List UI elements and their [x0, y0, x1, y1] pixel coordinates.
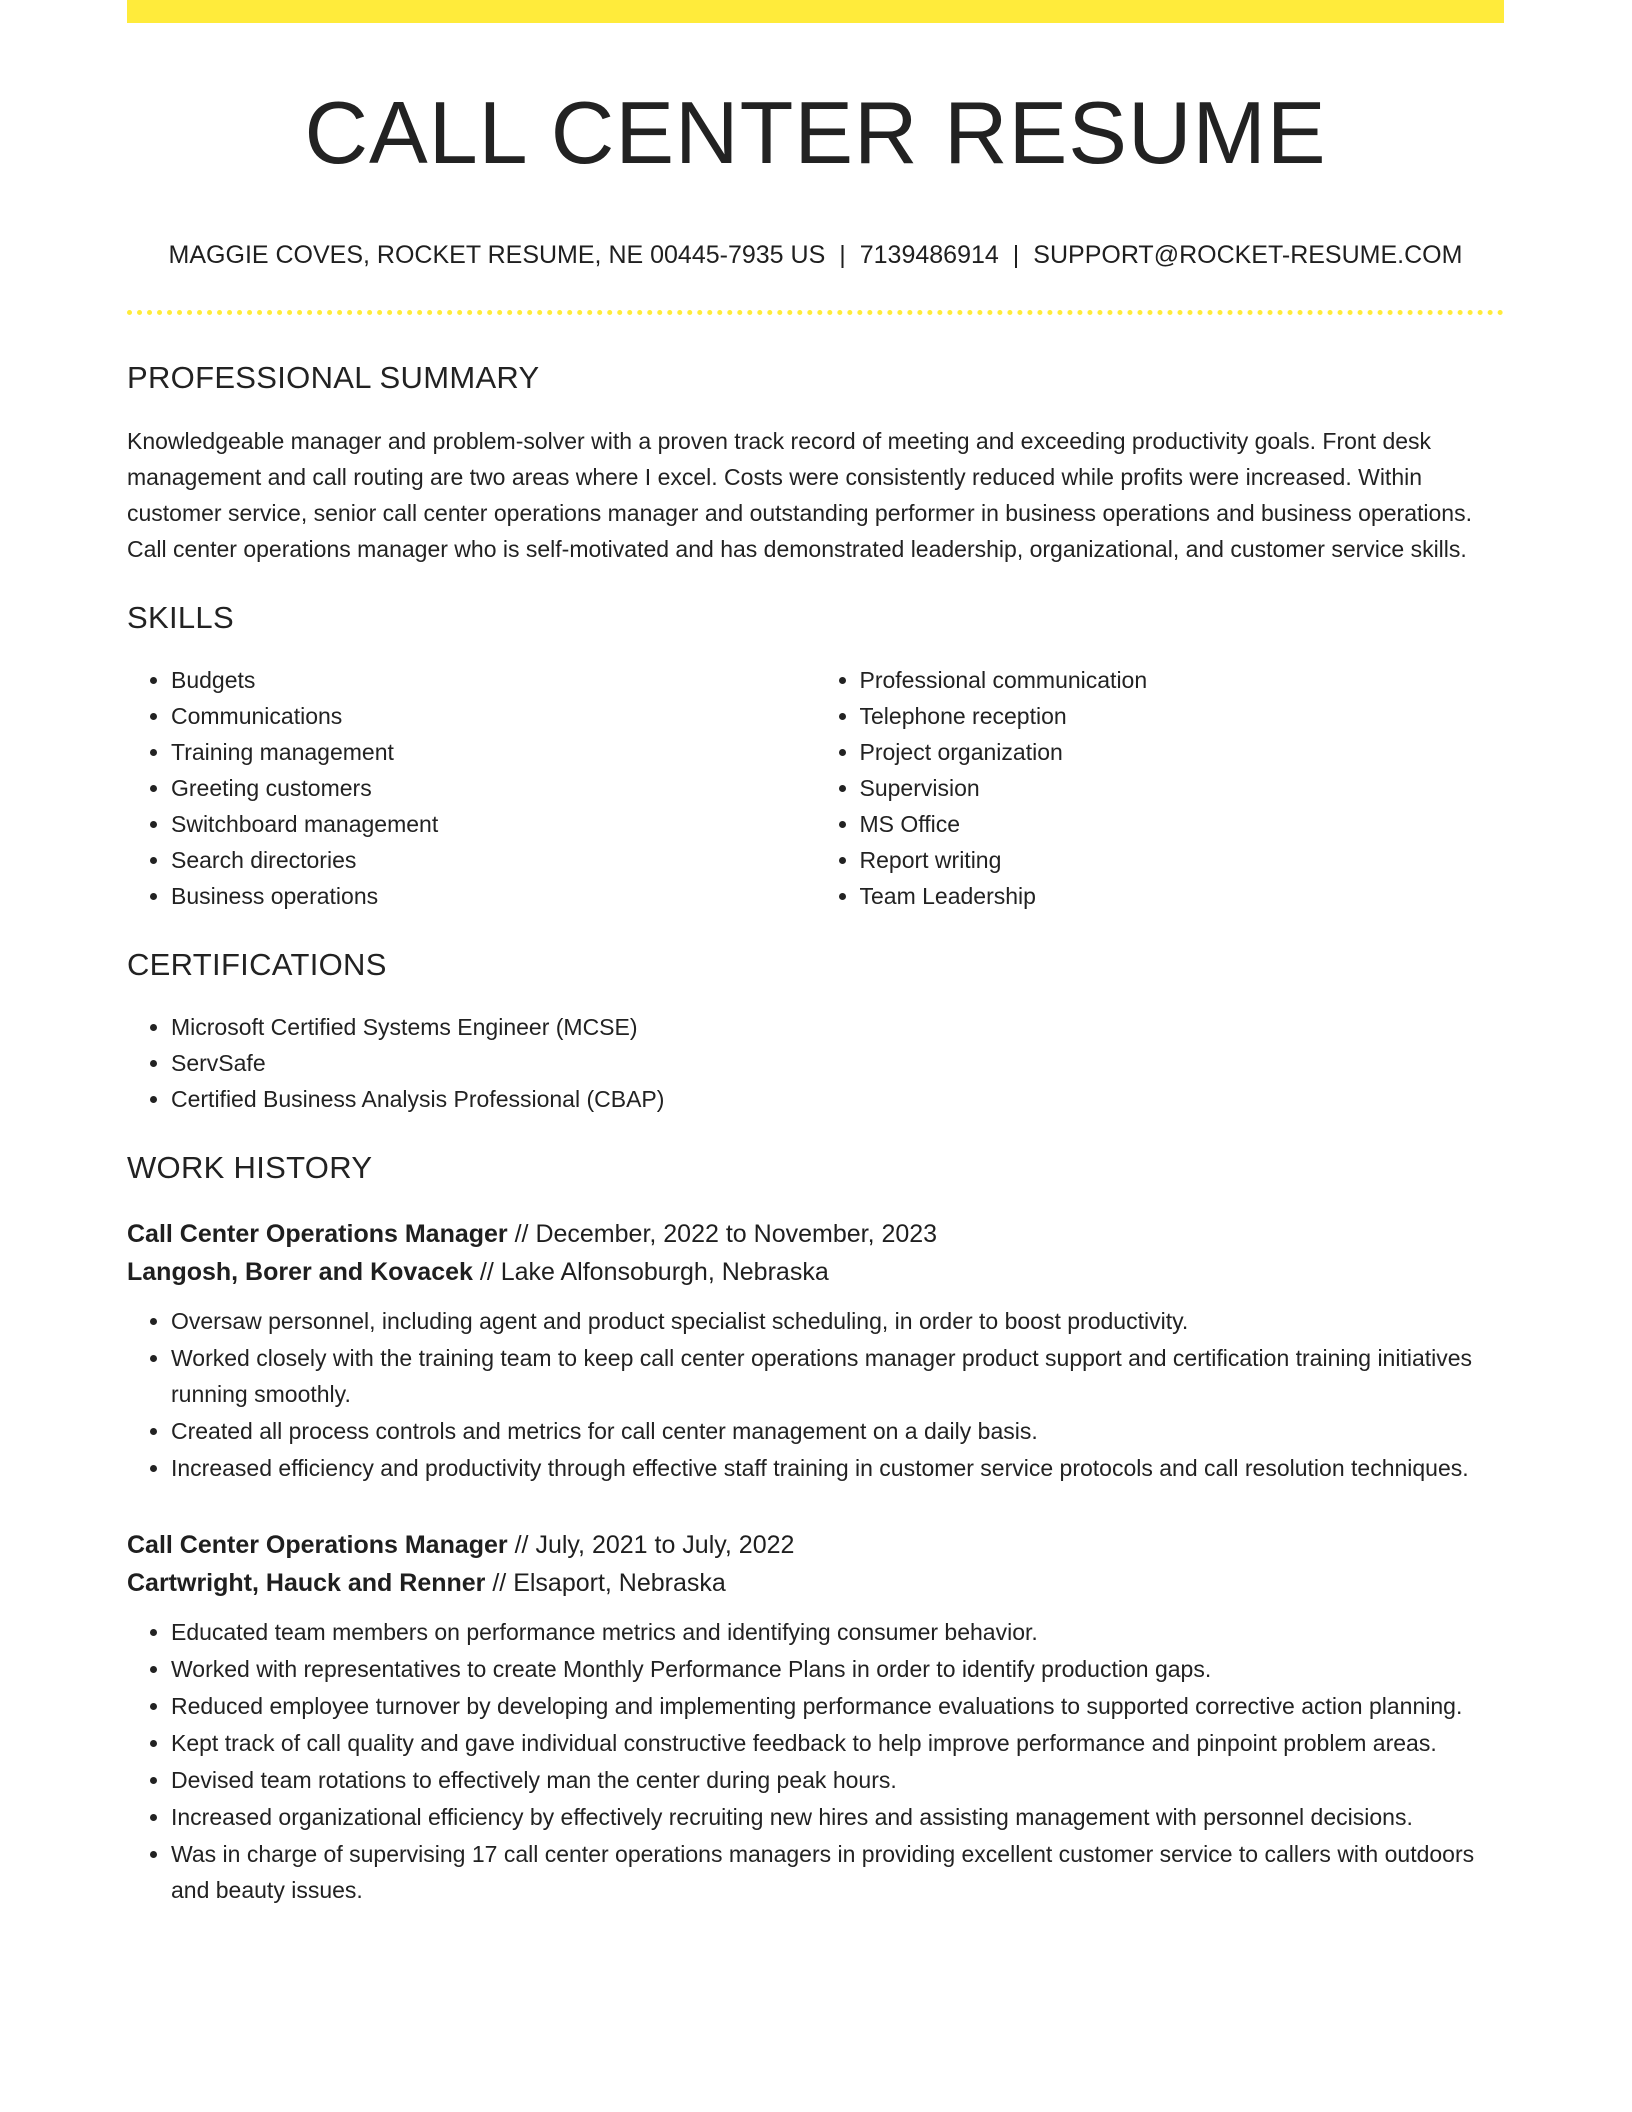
job-duty: • Kept track of call quality and gave individual constructive feedback to help improve performance and pinpoint problem areas.: [171, 1725, 1504, 1761]
job-company: Cartwright, Hauck and Renner: [127, 1568, 486, 1597]
certifications-list: [127, 1009, 1504, 1117]
skill-item: • Project organization: [860, 734, 1505, 770]
skill-item: • Professional communication: [860, 662, 1505, 698]
skill-item: • Supervision: [860, 770, 1505, 806]
contact-line: [127, 240, 1504, 270]
skill-item: • Budgets: [171, 662, 816, 698]
dotted-divider: [127, 310, 1504, 315]
work-history-heading: WORK HISTORY: [127, 1150, 373, 1186]
job-duty: • Increased organizational efficiency by effectively recruiting new hires and assisting management with personnel decisions.: [171, 1799, 1504, 1835]
contact-phone: 7139486914: [859, 240, 999, 269]
job-company-line: [127, 1253, 1504, 1291]
certifications-heading: CERTIFICATIONS: [127, 947, 387, 983]
certification-item: • Microsoft Certified Systems Engineer (MCSE): [171, 1009, 1504, 1045]
job-duties-list: [127, 1614, 1504, 1908]
summary-text: Knowledgeable manager and problem-solver with a proven track record of meeting and exceeding productivity goals. Front desk management and call routing are two areas where I excel. Costs were consistently reduced while profits were increased. Within customer service, senior call center operations manager and outstanding performer in business operations and business operations. Call center operations manager who is self-motivated and has demonstrated leadership, organizational, and customer service skills.: [127, 427, 1472, 562]
summary-heading: PROFESSIONAL SUMMARY: [127, 359, 540, 395]
job-duty: • Increased efficiency and productivity through effective staff training in customer service protocols and call resolution techniques.: [171, 1450, 1504, 1486]
job-title: Call Center Operations Manager: [127, 1530, 508, 1559]
job-entry: [127, 1215, 1504, 1486]
skill-item: • Telephone reception: [860, 698, 1505, 734]
job-entry: [127, 1526, 1504, 1908]
skill-item: • Communications: [171, 698, 816, 734]
skill-item: • Search directories: [171, 842, 816, 878]
job-duty: • Oversaw personnel, including agent and product specialist scheduling, in order to boost productivity.: [171, 1303, 1504, 1339]
job-duty: • Worked closely with the training team to keep call center operations manager product support and certification training initiatives running smoothly.: [171, 1340, 1504, 1412]
skill-item: • Training management: [171, 734, 816, 770]
skill-item: • Report writing: [860, 842, 1505, 878]
job-location: // Elsaport, Nebraska: [492, 1568, 726, 1597]
job-duty: • Educated team members on performance metrics and identifying consumer behavior.: [171, 1614, 1504, 1650]
resume-page: [127, 0, 1504, 1909]
job-title-line: [127, 1215, 1504, 1253]
resume-title: CALL CENTER RESUME: [304, 83, 1327, 182]
job-duty: • Reduced employee turnover by developing and implementing performance evaluations to supported corrective action planning.: [171, 1688, 1504, 1724]
skills-columns: [127, 662, 1504, 914]
skill-item: • Switchboard management: [171, 806, 816, 842]
job-title-line: [127, 1526, 1504, 1564]
job-duties-list: [127, 1303, 1504, 1486]
job-duty: • Worked with representatives to create Monthly Performance Plans in order to identify production gaps.: [171, 1651, 1504, 1687]
job-company-line: [127, 1564, 1504, 1602]
job-duty: • Created all process controls and metrics for call center management on a daily basis.: [171, 1413, 1504, 1449]
skill-item: • Greeting customers: [171, 770, 816, 806]
contact-email: SUPPORT@ROCKET-RESUME.COM: [1033, 240, 1463, 269]
skill-item: • MS Office: [860, 806, 1505, 842]
certification-item: • ServSafe: [171, 1045, 1504, 1081]
top-accent-bar: [127, 0, 1504, 23]
skills-right-list: [816, 662, 1505, 914]
job-dates: // July, 2021 to July, 2022: [514, 1530, 795, 1559]
certification-item: • Certified Business Analysis Professional (CBAP): [171, 1081, 1504, 1117]
skill-item: • Business operations: [171, 878, 816, 914]
job-company: Langosh, Borer and Kovacek: [127, 1257, 473, 1286]
contact-separator: |: [1012, 240, 1020, 269]
job-title: Call Center Operations Manager: [127, 1219, 508, 1248]
skill-item: • Team Leadership: [860, 878, 1505, 914]
skills-heading: SKILLS: [127, 599, 234, 635]
contact-separator: |: [839, 240, 846, 269]
contact-address: MAGGIE COVES, ROCKET RESUME, NE 00445-7935 US: [168, 240, 826, 269]
skills-left-list: [127, 662, 816, 914]
job-duty: • Was in charge of supervising 17 call center operations managers in providing excellent customer service to callers with outdoors and beauty issues.: [171, 1836, 1504, 1908]
job-location: // Lake Alfonsoburgh, Nebraska: [479, 1257, 829, 1286]
job-dates: // December, 2022 to November, 2023: [514, 1219, 938, 1248]
job-duty: • Devised team rotations to effectively man the center during peak hours.: [171, 1762, 1504, 1798]
